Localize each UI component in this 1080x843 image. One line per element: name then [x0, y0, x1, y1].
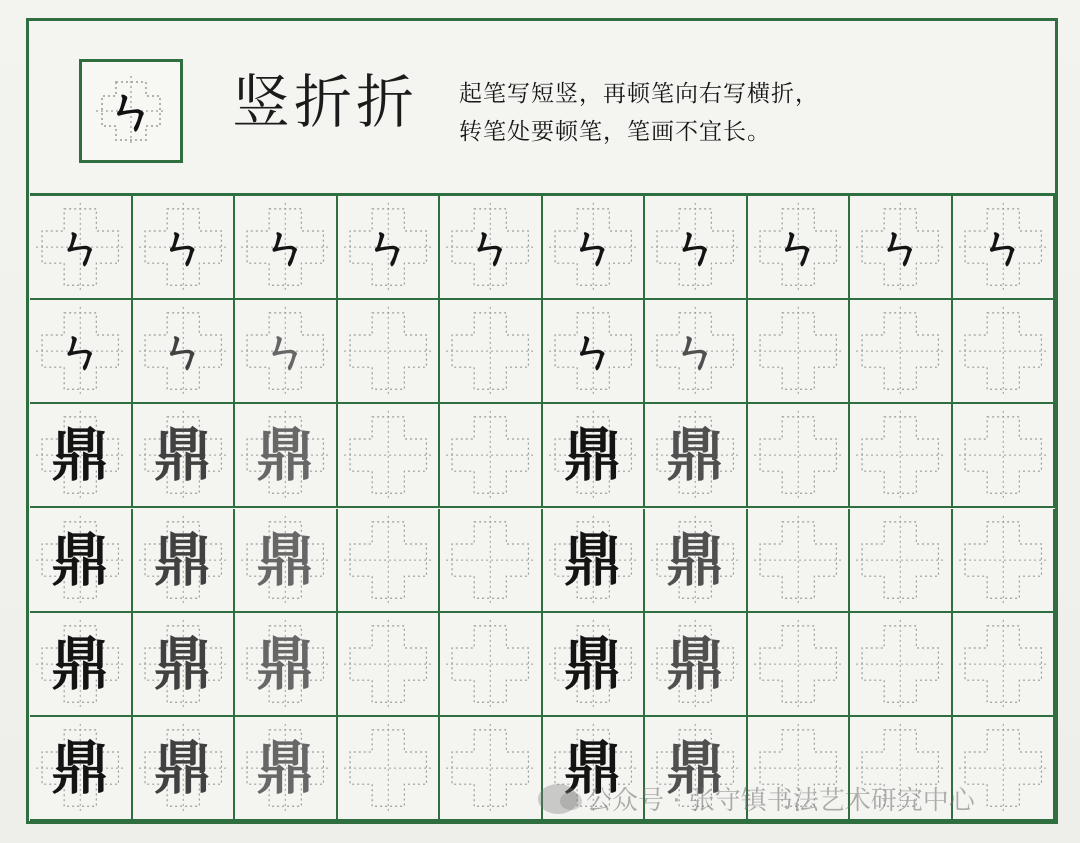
practice-cell — [338, 613, 441, 717]
stroke-sample: ㄣ — [57, 220, 104, 275]
practice-cell — [235, 300, 338, 404]
practice-cell — [748, 404, 851, 508]
stroke-sample: ㄣ — [672, 220, 719, 275]
stroke-sample: ㄣ — [262, 324, 309, 379]
practice-cell — [30, 717, 133, 821]
stroke-sample: ㄣ — [774, 220, 821, 275]
tian-grid-guide — [850, 300, 951, 402]
practice-cell — [953, 196, 1056, 300]
tian-grid-guide — [440, 509, 541, 611]
character-sample: 鼎 — [563, 733, 622, 802]
stroke-sample: ㄣ — [159, 324, 206, 379]
practice-cell — [543, 300, 646, 404]
practice-cell — [645, 404, 748, 508]
character-sample: 鼎 — [256, 525, 315, 594]
practice-cell — [133, 300, 236, 404]
practice-cell — [338, 196, 441, 300]
character-sample: 鼎 — [256, 629, 315, 698]
practice-cell — [953, 404, 1056, 508]
practice-cell — [235, 613, 338, 717]
practice-cell — [850, 196, 953, 300]
practice-cell — [850, 300, 953, 404]
tian-grid-guide — [748, 509, 849, 611]
practice-grid — [30, 193, 1055, 821]
tian-grid-guide — [953, 404, 1054, 506]
practice-cell — [235, 509, 338, 613]
practice-cell — [440, 717, 543, 821]
stroke-sample: ㄣ — [672, 324, 719, 379]
practice-cell — [748, 196, 851, 300]
character-sample: 鼎 — [256, 733, 315, 802]
character-sample: 鼎 — [666, 421, 725, 490]
practice-cell — [953, 509, 1056, 613]
practice-cell — [440, 404, 543, 508]
character-sample: 鼎 — [153, 629, 212, 698]
character-sample: 鼎 — [256, 421, 315, 490]
practice-cell — [440, 300, 543, 404]
practice-cell — [953, 300, 1056, 404]
tian-grid-guide — [850, 509, 951, 611]
character-sample: 鼎 — [153, 525, 212, 594]
practice-cell — [133, 717, 236, 821]
practice-cell — [133, 404, 236, 508]
tian-grid-guide — [953, 509, 1054, 611]
practice-cell — [850, 613, 953, 717]
character-sample: 鼎 — [666, 629, 725, 698]
practice-cell — [850, 509, 953, 613]
stroke-instructions — [459, 75, 819, 151]
watermark — [538, 780, 975, 817]
character-sample: 鼎 — [51, 629, 110, 698]
practice-cell — [748, 300, 851, 404]
character-sample: 鼎 — [563, 421, 622, 490]
wechat-icon — [538, 784, 578, 814]
stroke-sample: ㄣ — [262, 220, 309, 275]
character-sample: 鼎 — [563, 629, 622, 698]
tian-grid-guide — [748, 300, 849, 402]
practice-cell — [543, 404, 646, 508]
stroke-sample: ㄣ — [569, 324, 616, 379]
character-sample: 鼎 — [51, 421, 110, 490]
practice-cell — [748, 509, 851, 613]
tian-grid-guide — [850, 404, 951, 506]
practice-cell — [440, 509, 543, 613]
tian-grid-guide — [953, 613, 1054, 715]
demo-stroke-glyph: ㄣ — [106, 82, 156, 140]
character-sample: 鼎 — [51, 733, 110, 802]
practice-cell — [30, 509, 133, 613]
practice-cell — [953, 613, 1056, 717]
practice-cell — [645, 613, 748, 717]
practice-cell — [30, 613, 133, 717]
practice-cell — [30, 404, 133, 508]
practice-cell — [645, 300, 748, 404]
practice-cell — [440, 196, 543, 300]
practice-cell — [543, 613, 646, 717]
practice-cell — [235, 404, 338, 508]
practice-cell — [748, 613, 851, 717]
stroke-sample: ㄣ — [877, 220, 924, 275]
stroke-sample: ㄣ — [569, 220, 616, 275]
tian-grid-guide — [338, 404, 439, 506]
character-sample: 鼎 — [666, 525, 725, 594]
instruction-line-1: 起笔写短竖，再顿笔向右写横折， — [459, 81, 819, 107]
practice-cell — [543, 196, 646, 300]
demo-stroke-box — [79, 59, 183, 163]
worksheet-header — [29, 21, 1055, 193]
character-sample: 鼎 — [153, 421, 212, 490]
practice-cell — [645, 196, 748, 300]
instruction-line-2: 转笔处要顿笔，笔画不宜长。 — [459, 119, 771, 145]
stroke-sample: ㄣ — [979, 220, 1026, 275]
practice-cell — [850, 404, 953, 508]
tian-grid-guide — [338, 613, 439, 715]
character-sample: 鼎 — [666, 733, 725, 802]
practice-cell — [133, 613, 236, 717]
tian-grid-guide — [440, 404, 541, 506]
tian-grid-guide — [338, 509, 439, 611]
watermark-text: 公众号 · 张守镇书法艺术研究中心 — [586, 786, 975, 816]
character-sample: 鼎 — [51, 525, 110, 594]
character-sample: 鼎 — [153, 733, 212, 802]
practice-cell — [645, 509, 748, 613]
stroke-title: 竖折折 — [232, 68, 419, 136]
practice-cell — [543, 509, 646, 613]
practice-cell — [133, 196, 236, 300]
stroke-sample: ㄣ — [364, 220, 411, 275]
practice-cell — [235, 717, 338, 821]
tian-grid-guide — [440, 717, 541, 819]
practice-cell — [338, 404, 441, 508]
practice-cell — [338, 717, 441, 821]
tian-grid-guide — [338, 300, 439, 402]
character-sample: 鼎 — [563, 525, 622, 594]
practice-cell — [440, 613, 543, 717]
practice-cell — [235, 196, 338, 300]
practice-cell — [338, 509, 441, 613]
tian-grid-guide — [953, 300, 1054, 402]
practice-cell — [30, 196, 133, 300]
tian-grid-guide — [748, 613, 849, 715]
worksheet-frame — [26, 18, 1058, 824]
practice-cell — [133, 509, 236, 613]
stroke-sample: ㄣ — [57, 324, 104, 379]
tian-grid-guide — [440, 613, 541, 715]
tian-grid-guide — [748, 404, 849, 506]
tian-grid-guide — [850, 613, 951, 715]
practice-cell — [30, 300, 133, 404]
practice-cell — [338, 300, 441, 404]
tian-grid-guide — [440, 300, 541, 402]
stroke-sample: ㄣ — [159, 220, 206, 275]
stroke-sample: ㄣ — [467, 220, 514, 275]
tian-grid-guide — [338, 717, 439, 819]
